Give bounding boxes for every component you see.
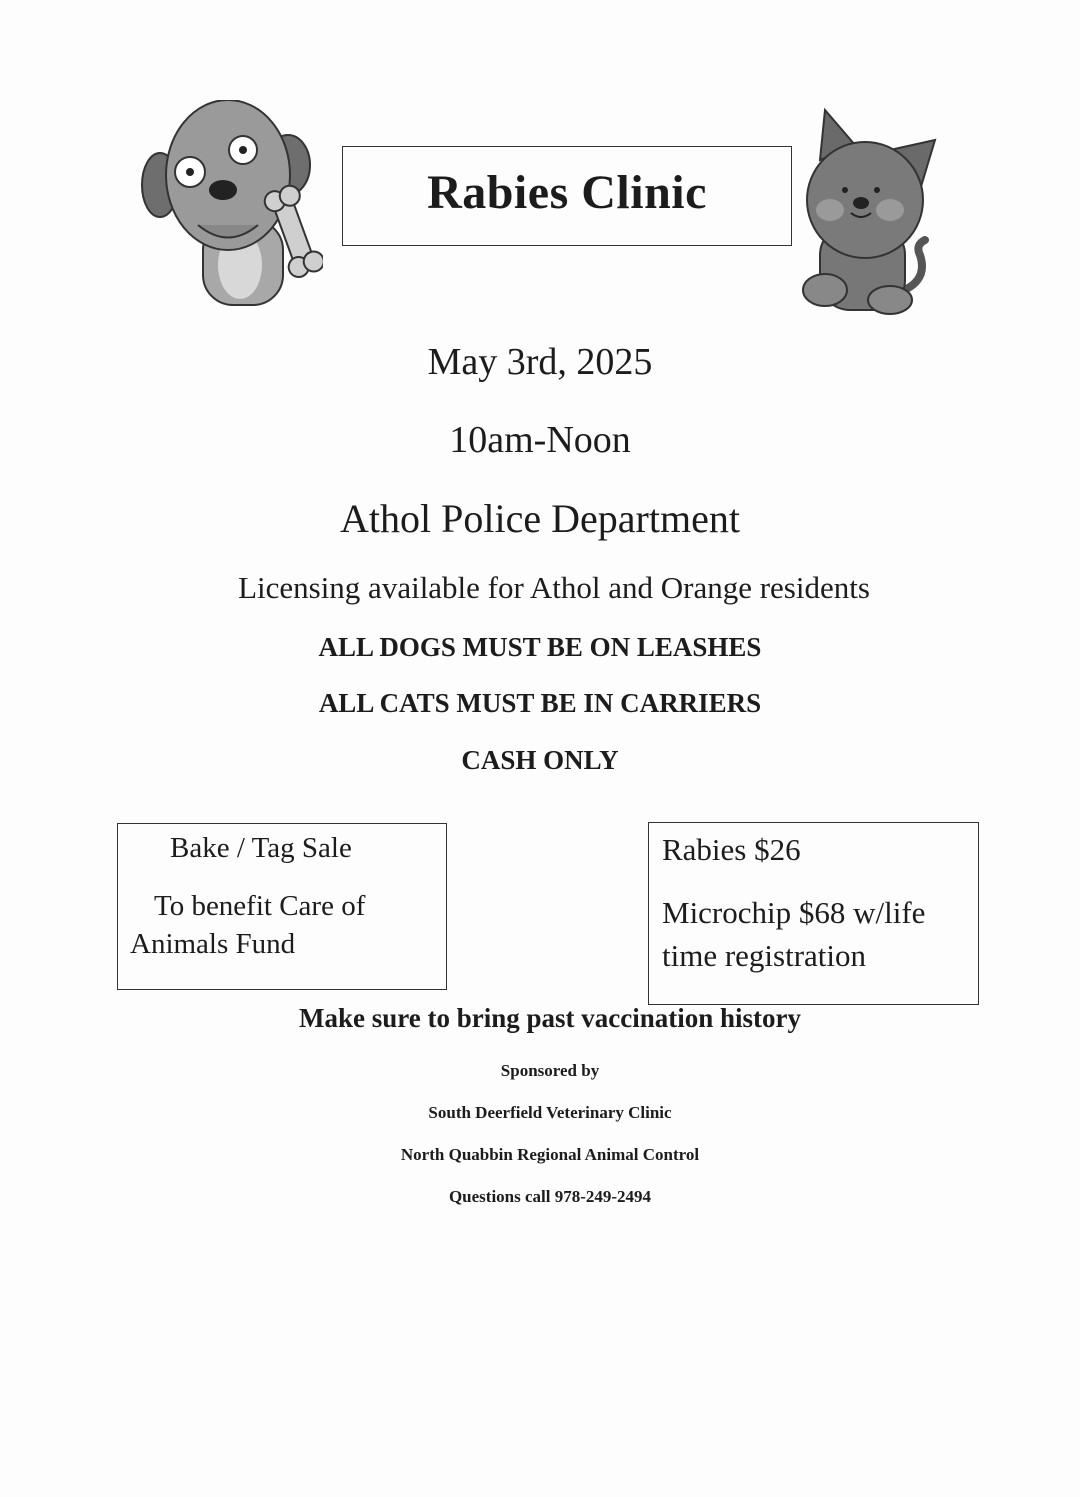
sponsored-by-label: Sponsored by: [500, 1061, 600, 1080]
event-time: 10am-Noon: [449, 419, 631, 461]
page-title: Rabies Clinic: [427, 166, 707, 219]
title-box: [342, 146, 792, 246]
bake-sale-benefit: To benefit Care of: [154, 890, 366, 922]
dog-illustration: [138, 100, 323, 315]
cat-illustration: [795, 105, 945, 320]
rule-cats-carriers: ALL CATS MUST BE IN CARRIERS: [318, 688, 762, 718]
event-location: Athol Police Department: [340, 496, 740, 541]
sponsor-vet-clinic: South Deerfield Veterinary Clinic: [428, 1103, 672, 1122]
pricing-box: [648, 822, 979, 1005]
bake-sale-title: Bake / Tag Sale: [170, 832, 352, 864]
rule-cash-only: CASH ONLY: [461, 745, 619, 775]
licensing-note: Licensing available for Athol and Orange residents: [238, 570, 870, 605]
event-date: May 3rd, 2025: [427, 341, 653, 383]
microchip-registration: time registration: [662, 938, 867, 973]
contact-phone: Questions call 978-249-2494: [448, 1187, 652, 1206]
sponsor-animal-control: North Quabbin Regional Animal Control: [400, 1145, 700, 1164]
vaccination-history-note: Make sure to bring past vaccination history: [298, 1003, 801, 1033]
rabies-price: Rabies $26: [662, 832, 801, 867]
microchip-price: Microchip $68 w/life: [662, 895, 926, 930]
bake-sale-box: [117, 823, 447, 990]
bake-sale-fund: Animals Fund: [130, 928, 296, 960]
rule-dogs-leashes: ALL DOGS MUST BE ON LEASHES: [318, 632, 762, 662]
